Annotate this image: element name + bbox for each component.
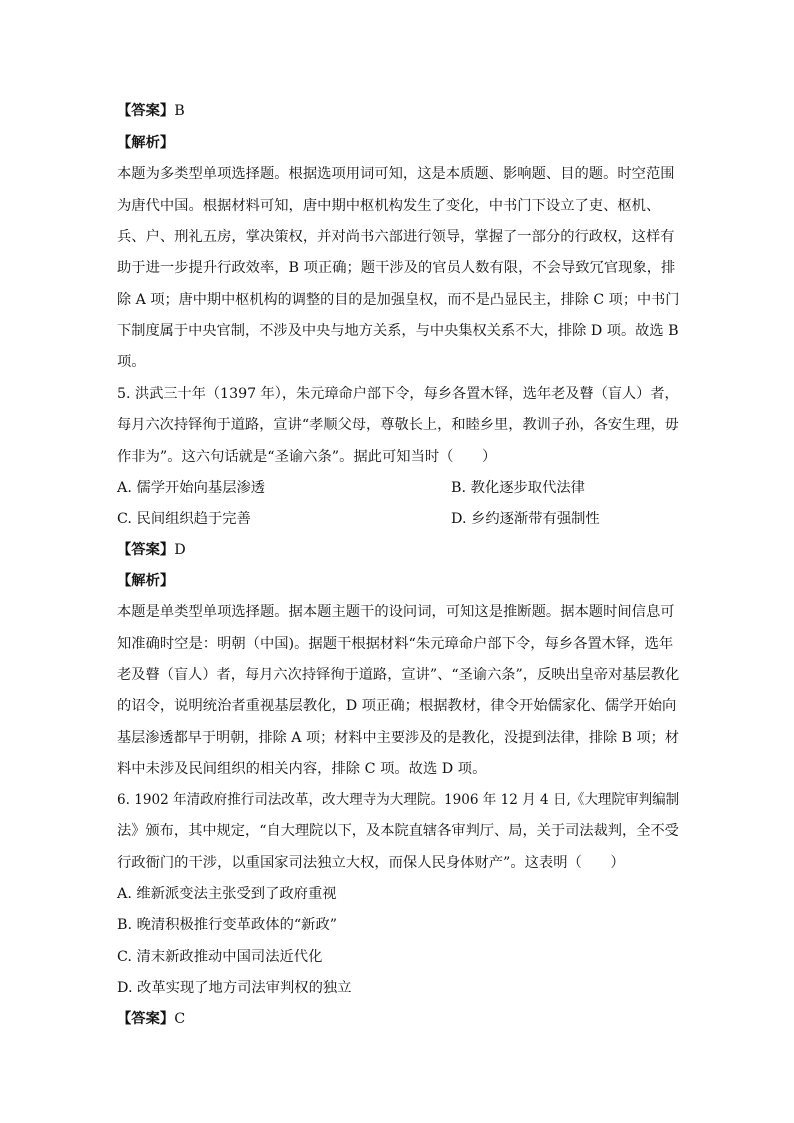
analysis-line: 为唐代中国。根据材料可知，唐中期中枢机构发生了变化，中书门下设立了吏、枢机、 — [117, 198, 661, 214]
analysis-line: 基层渗透都早于明朝，排除 A 项；材料中主要涉及的是教化，没提到法律，排除 B 项；材 — [117, 730, 679, 746]
option-a: A. 儒学开始向基层渗透 — [117, 480, 266, 496]
analysis-line: 兵、户、刑礼五房，掌决策权，并对尚书六部进行领导，掌握了一部分的行政权，这样有 — [117, 229, 675, 245]
analysis-line: 的诏令，说明统治者重视基层教化，D 项正确；根据教材，律令开始儒家化、儒学开始向 — [117, 698, 677, 714]
analysis-line: 助于进一步提升行政效率，B 项正确；题干涉及的官员人数有限，不会导致冗官现象，排 — [117, 260, 676, 276]
analysis-line: 下制度属于中央官制，不涉及中央与地方关系，与中央集权关系不大，排除 D 项。故选 B — [117, 323, 679, 339]
question-stem-line: 行政衙门的干涉，以重国家司法独立大权，而保人民身体财产”。这表明（ ） — [117, 855, 625, 871]
answer-value: B — [174, 103, 185, 119]
option-a: A. 维新派变法主张受到了政府重视 — [117, 886, 337, 902]
question-stem-line: 每月六次持铎徇于道路，宣讲“孝顺父母，尊敬长上，和睦乡里，教训子孙，各安生理，毋 — [117, 417, 679, 433]
analysis-line: 本题为多类型单项选择题。根据选项用词可知，这是本质题、影响题、目的题。时空范围 — [117, 166, 675, 182]
option-b: B. 晚清积极推行变革政体的“新政” — [117, 917, 338, 933]
option-d: D. 改革实现了地方司法审判权的独立 — [117, 980, 352, 996]
option-c: C. 清末新政推动中国司法近代化 — [117, 949, 323, 965]
analysis-line: 除 A 项；唐中期中枢机构的调整的目的是加强皇权，而不是凸显民主，排除 C 项；中书门 — [117, 292, 680, 308]
answer-tag: 【答案】 — [117, 542, 175, 558]
analysis-tag: 【解析】 — [117, 135, 175, 151]
option-d: D. 乡约逐渐带有强制性 — [451, 511, 600, 527]
question-stem-line: 法》颁布，其中规定，“自大理院以下，及本院直辖各审判厅、局，关于司法裁判，全不受 — [117, 823, 679, 839]
analysis-line: 项。 — [117, 354, 146, 370]
answer-value: C — [174, 1011, 186, 1027]
question-stem-line: 作非为”。这六句话就是“圣谕六条”。据此可知当时（ ） — [117, 449, 497, 465]
analysis-tag: 【解析】 — [117, 573, 175, 589]
answer-tag: 【答案】 — [117, 1011, 175, 1027]
analysis-line: 本题是单类型单项选择题。据本题主题干的设问词，可知这是推断题。据本题时间信息可 — [117, 604, 675, 620]
answer-value: D — [174, 542, 186, 558]
analysis-line: 料中未涉及民间组织的相关内容，排除 C 项。故选 D 项。 — [117, 761, 487, 777]
answer-tag: 【答案】 — [117, 103, 175, 119]
question-stem-line: 6. 1902 年清政府推行司法改革，改大理寺为大理院。1906 年 12 月 4 日,《大理院审判编制 — [117, 792, 680, 808]
analysis-line: 老及瞽（盲人）者，每月六次持铎徇于道路，宣讲”、“圣谕六条”，反映出皇帝对基层教化 — [117, 667, 680, 683]
option-c: C. 民间组织趋于完善 — [117, 511, 251, 527]
option-b: B. 教化逐步取代法律 — [451, 480, 585, 496]
question-stem-line: 5. 洪武三十年（1397 年），朱元璋命户部下令，每乡各置木铎，选年老及瞽（盲人）者， — [117, 386, 679, 402]
analysis-line: 知准确时空是：明朝（中国)。据题干根据材料“朱元璋命户部下令，每乡各置木铎，选年 — [117, 636, 674, 652]
